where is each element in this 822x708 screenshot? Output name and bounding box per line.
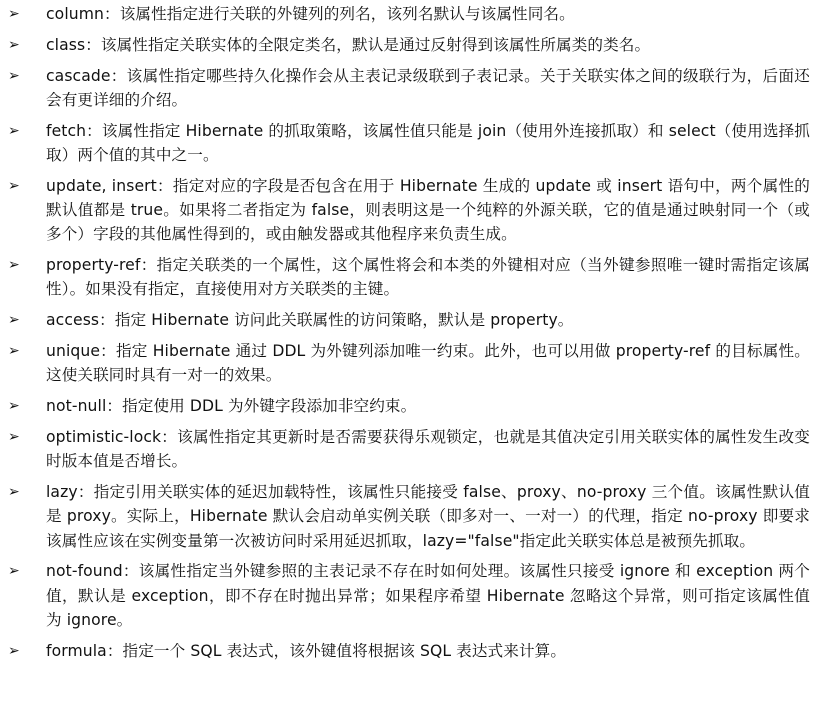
list-item-text: unique：指定 Hibernate 通过 DDL 为外键列添加唯一约束。此外，也可以用做 property-ref 的目标属性。这使关联同时具有一对一的效果。 [46,342,810,385]
list-item-text: not-found：该属性指定当外键参照的主表记录不存在时如何处理。该属性只接受 ignore 和 exception 两个值，默认是 exception，即不存在时抛出异常；如果程序希望 Hibernate 忽略这个异常，则可指定该属性值为 ignore。 [46,562,810,630]
bullet-arrow-icon: ➢ [8,122,20,139]
list-item-not-null [8,394,810,418]
bullet-arrow-icon: ➢ [8,484,20,501]
list-item-property-ref [8,253,810,302]
list-item-class [8,33,810,57]
list-item-lazy [8,480,810,553]
bullet-arrow-icon: ➢ [8,6,20,22]
list-item-text: update, insert：指定对应的字段是否包含在用于 Hibernate 生成的 update 或 insert 语句中，两个属性的默认值都是 true。如果将二者指定为 false，则表明这是一个纯粹的外源关联，它的值是通过映射同一个（或多个）字段的其他属性得到的，或由触发器或其他程序来负责生成。 [46,176,810,244]
bullet-arrow-icon: ➢ [8,312,20,329]
list-item-text: cascade：该属性指定哪些持久化操作会从主表记录级联到子表记录。关于关联实体之间的级联行为，后面还会有更详细的介绍。 [46,66,810,109]
list-item-text: access：指定 Hibernate 访问此关联属性的访问策略，默认是 property。 [46,311,574,330]
list-item-not-found [8,559,810,632]
bullet-arrow-icon: ➢ [8,563,20,580]
list-item-text: optimistic-lock：该属性指定其更新时是否需要获得乐观锁定，也就是其值决定引用关联实体的属性发生改变时版本值是否增长。 [46,427,810,471]
list-item-cascade [8,64,810,113]
bullet-arrow-icon: ➢ [8,398,20,415]
list-item-update-insert [8,174,810,247]
list-item-text: lazy：指定引用关联实体的延迟加载特性，该属性只能接受 false、proxy、no-proxy 三个值。该属性默认值是 proxy。实际上，Hibernate 默认会启动单实例关联（即多对一、一对一）的代理，指定 no-proxy 即要求该属性应该在实例变量第一次被访问时采用延迟抓取，lazy="false"指定此关联实体总是被预先抓取。 [46,483,810,550]
list-item-optimistic-lock [8,425,810,474]
list-item-unique [8,339,810,388]
list-item-text: class：该属性指定关联实体的全限定类名，默认是通过反射得到该属性所属类的类名。 [46,35,651,54]
bullet-arrow-icon: ➢ [8,177,20,194]
bullet-arrow-icon: ➢ [8,343,20,360]
list-item-text: formula：指定一个 SQL 表达式，该外键值将根据该 SQL 表达式来计算。 [46,641,567,660]
list-item-text: column：该属性指定进行关联的外键列的列名，该列名默认与该属性同名。 [46,5,575,23]
bullet-arrow-icon: ➢ [8,642,20,659]
bullet-arrow-icon: ➢ [8,257,20,274]
bullet-arrow-icon: ➢ [8,428,20,445]
list-item-text: fetch：该属性指定 Hibernate 的抓取策略，该属性值只能是 join（使用外连接抓取）和 select（使用选择抓取）两个值的其中之一。 [46,121,810,164]
list-item-column [8,2,810,26]
bullet-arrow-icon: ➢ [8,67,20,84]
list-item-access [8,308,810,332]
list-item-text: property-ref：指定关联类的一个属性，这个属性将会和本类的外键相对应（当外键参照唯一键时需指定该属性）。如果没有指定，直接使用对方关联类的主键。 [46,256,810,299]
list-item-formula [8,639,810,663]
bullet-arrow-icon: ➢ [8,36,20,53]
list-item-text: not-null：指定使用 DDL 为外键字段添加非空约束。 [46,397,417,416]
list-item-fetch [8,119,810,168]
